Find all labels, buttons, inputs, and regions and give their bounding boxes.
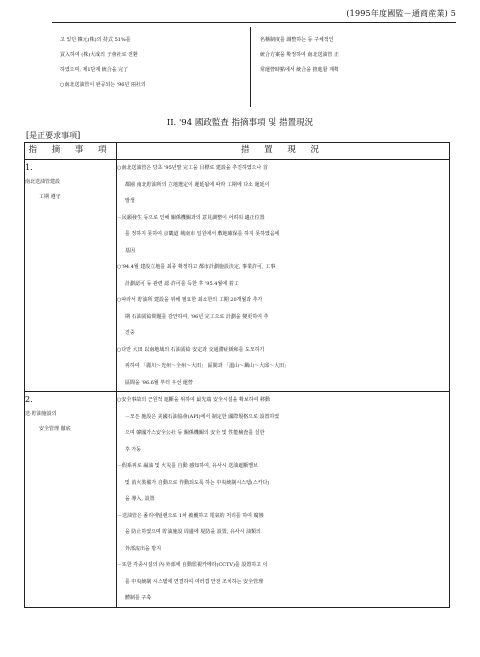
action-line: 및 消火裝備가 自動으로 作動되도록 하는 中央統制시스템(스카다) bbox=[125, 479, 270, 486]
finding-item bbox=[25, 392, 117, 608]
top-left-line: 하였으며, 제1단계 統合을 完了 bbox=[60, 67, 129, 73]
action-paragraph bbox=[117, 458, 449, 508]
action-line: －또한 각종시설의 內·外部에 自動監視카메라(CCTV)를 設置하고 이 bbox=[117, 562, 268, 568]
action-paragraph bbox=[117, 557, 449, 607]
action-line: ○따라서 貯油所 建設을 위해 필요한 최소한의 工期 20개월과 추가 bbox=[117, 297, 263, 303]
top-left-line: ○南北送油管이 완공되는 '96년 兩社의 bbox=[60, 82, 146, 88]
action-line: 를 中央統制 시스템에 연결하여 여러겹 안전 조치하는 安全管理 bbox=[125, 578, 264, 585]
column-divider bbox=[250, 27, 251, 107]
action-line: 발생 bbox=[125, 198, 135, 204]
action-content bbox=[117, 392, 450, 608]
action-line: ○南北送油管은 당초 '95년말 完工을 目標로 建設을 추진하였으나 首 bbox=[117, 165, 268, 171]
finding-number: 1. bbox=[25, 163, 33, 172]
action-line: 期 石油需給問題를 감안하여, '96년 完工으로 計劃을 變更하여 추 bbox=[125, 313, 269, 320]
table-header-row bbox=[25, 143, 450, 160]
table-row bbox=[25, 392, 450, 608]
action-paragraph bbox=[117, 210, 449, 260]
section-title: II. '94 國政監査 指摘事項 및 措置現況 bbox=[166, 118, 314, 128]
top-left-text bbox=[60, 33, 238, 93]
action-line: 體制를 구축 bbox=[125, 595, 152, 601]
top-right-text bbox=[260, 33, 450, 78]
top-left-line: 고 있던 韓元(株)의 持式 51%를 bbox=[60, 37, 131, 43]
action-line: －送油管은 폴리에틸렌으로 1차 被覆하고 電氣的 처리를 하여 腐蝕 bbox=[117, 512, 264, 519]
finding-text: 工期 遵守 bbox=[39, 194, 61, 200]
action-line: －民願發生 등으로 인해 關係機關과의 意見調整이 어려워 適正位置 bbox=[117, 214, 265, 221]
page-header: (1995年度國監－通商産業) 5 bbox=[346, 9, 456, 18]
action-line: 으며 韓國가스安全公社 등 關係機關의 安全 및 性能檢査를 실한 bbox=[125, 430, 265, 436]
action-line: 을 防止하였으며 貯油施設 周邊에 堤防을 設置, 유사시 油類의 bbox=[125, 529, 261, 535]
action-paragraph bbox=[117, 392, 449, 458]
top-right-line: 名稱制度를 調整하는 등 구체적인 bbox=[260, 37, 334, 43]
action-line: ○다만 大田 以南地域의 石油需給 安定과 交通滯症緩和를 도모하기 bbox=[117, 346, 265, 353]
action-content bbox=[117, 160, 450, 392]
top-rule bbox=[52, 22, 456, 23]
action-line: 후 가동 bbox=[125, 446, 142, 453]
action-line: 計劃認可 등 관련 認·許可를 득한 후 '95.4월에 着工 bbox=[125, 280, 239, 287]
action-line: 區間을 '96.6월 부터 우선 運營 bbox=[125, 379, 193, 386]
action-line: 基因 bbox=[125, 247, 136, 254]
action-line: 을 導入, 設置 bbox=[125, 496, 155, 502]
action-line: ○安全事故의 근원적 遮斷을 위하여 最先端 安全시설을 확보하여 移動 bbox=[117, 397, 270, 403]
finding-item bbox=[25, 160, 117, 392]
action-line: 위하여 「麗川～光州～全州～大田」 區間과 「溫山～鎭山～大邱～大田」 bbox=[125, 363, 290, 369]
finding-text: 南北送油管建設 bbox=[25, 179, 61, 185]
action-line: 를 정하지 못하여 京畿道 城南市 일원에서 敷地確保를 하지 못하였음에 bbox=[125, 231, 280, 237]
header-findings: 指 摘 事 項 bbox=[25, 143, 117, 160]
action-paragraph bbox=[117, 508, 449, 558]
section-tag: [是正要求事項] bbox=[26, 131, 81, 140]
top-continuation bbox=[52, 27, 456, 107]
action-line: 都圈 南北貯油所의 立地選定이 遲延됨에 따라 工期에 다소 遲延이 bbox=[125, 181, 270, 188]
top-right-line: 統合方案을 확정하여 南北送油管 正 bbox=[260, 52, 339, 58]
action-line: ○'94.4월 建設立地를 최종 확정하고 都市計劃施設決定, 事業許可, 工事 bbox=[117, 264, 276, 270]
finding-text: 安全管理 徹底 bbox=[39, 426, 71, 432]
top-right-line: 常運營時點에서 統合을 推進할 계획 bbox=[260, 67, 339, 73]
header-actions: 措 置 現 況 bbox=[117, 143, 450, 160]
action-paragraph bbox=[117, 160, 449, 210]
action-line: 外部流出을 방지 bbox=[125, 545, 162, 552]
action-paragraph bbox=[117, 342, 449, 392]
findings-table bbox=[24, 142, 450, 608]
action-line: 진중 bbox=[125, 330, 135, 336]
finding-text: 送·貯油施設의 bbox=[25, 411, 57, 417]
table-row bbox=[25, 160, 450, 392]
finding-number: 2. bbox=[25, 395, 33, 404]
action-paragraph bbox=[117, 259, 449, 292]
action-line: －假系위로 漏油 및 火災를 自動 感知하여, 유사시 送油遮斷밸브 bbox=[117, 463, 258, 469]
action-line: －모든 施設은 美國石油協會(API)에서 制定한 國際規格으로 設置하였 bbox=[125, 413, 280, 420]
top-left-line: 買入하여 (株)大成의 子會社로 전환 bbox=[60, 52, 138, 58]
action-paragraph bbox=[117, 292, 449, 342]
